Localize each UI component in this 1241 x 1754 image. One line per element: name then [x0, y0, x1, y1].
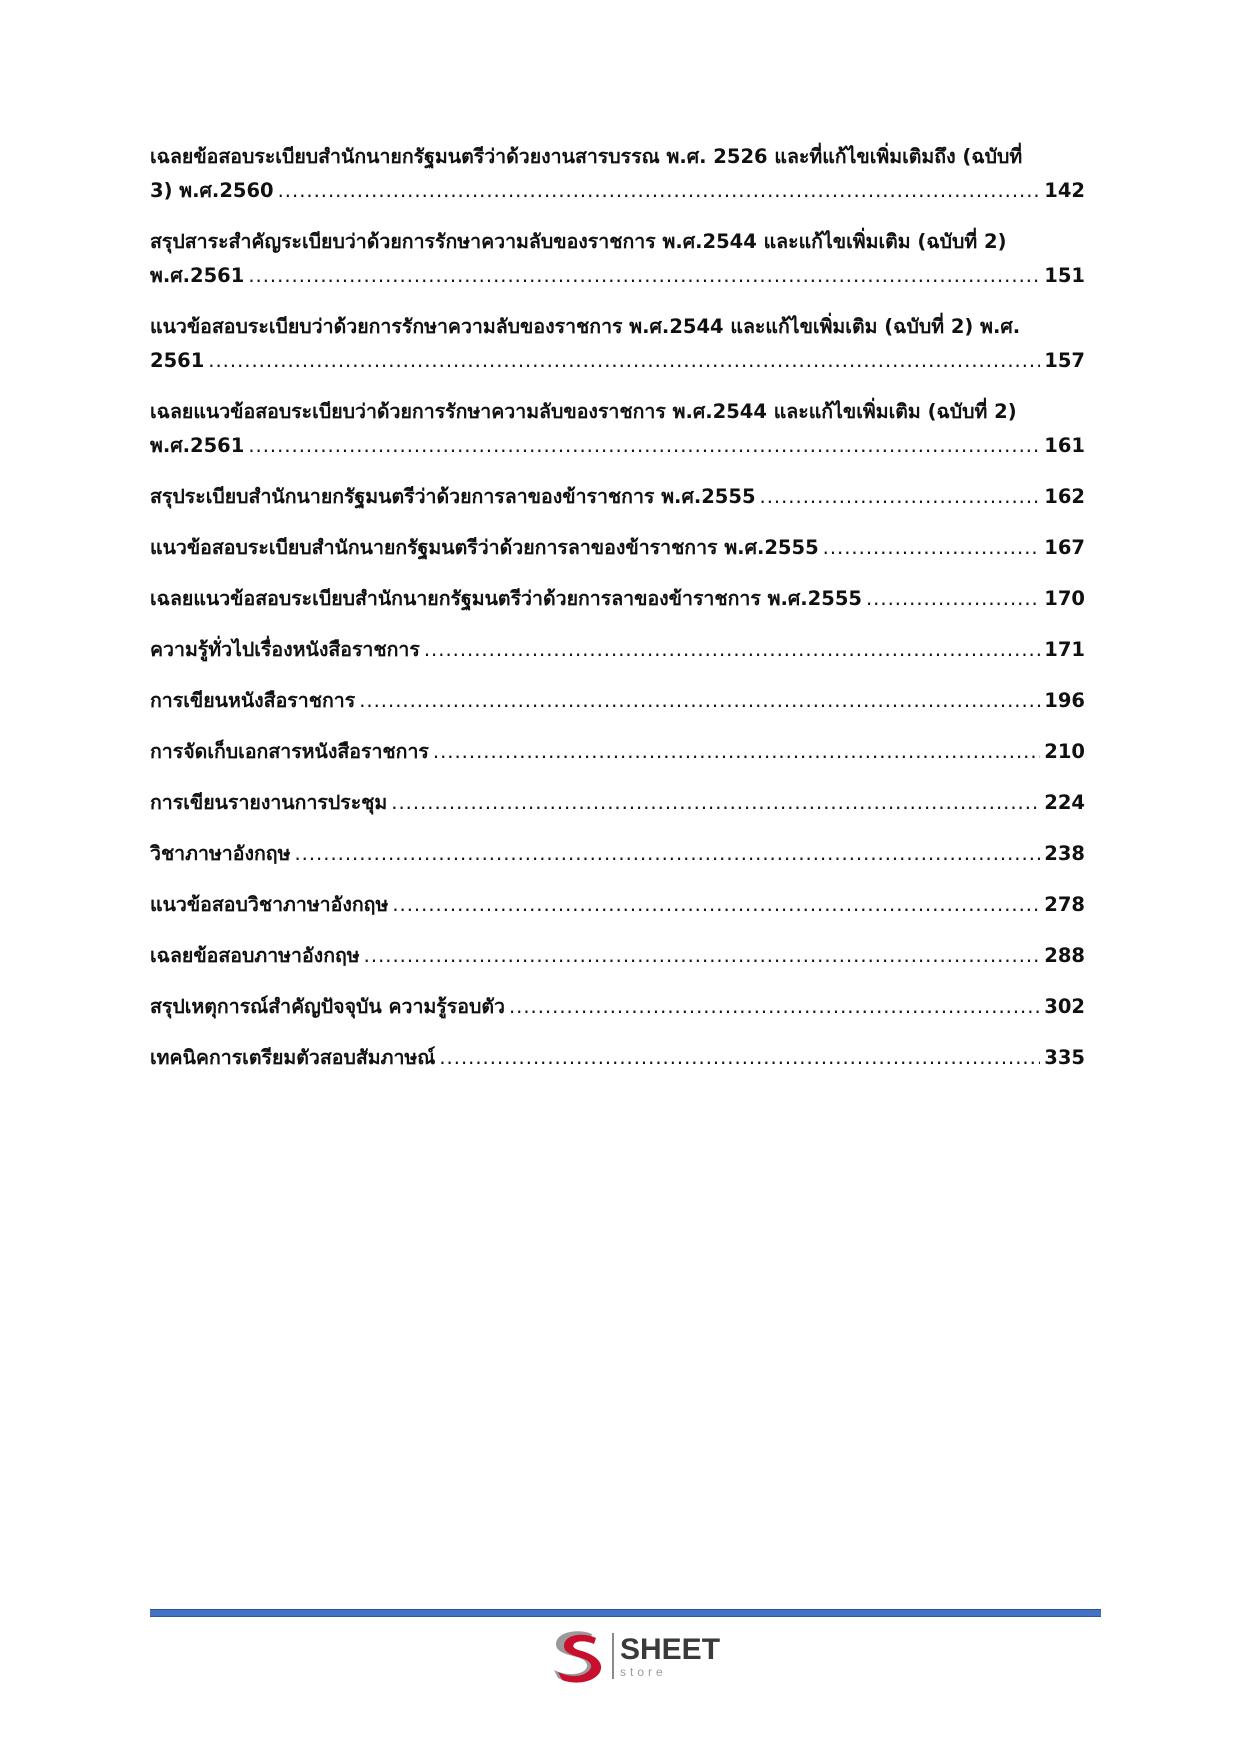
toc-entry[interactable] [150, 582, 1085, 616]
toc-entry-row [150, 990, 1085, 1024]
toc-entry[interactable] [150, 225, 1085, 293]
toc-entry-page-number: 162 [1044, 485, 1085, 508]
logo-divider [612, 1633, 614, 1679]
dot-leader [248, 259, 1040, 293]
toc-entry-title: เฉลยข้อสอบภาษาอังกฤษ [150, 944, 360, 967]
toc-entry-title: การเขียนหนังสือราชการ [150, 689, 356, 712]
toc-entry-title: เทคนิคการเตรียมตัวสอบสัมภาษณ์ [150, 1046, 436, 1069]
toc-entry[interactable] [150, 310, 1085, 378]
toc-entry[interactable] [150, 888, 1085, 922]
toc-entry-page-number: 210 [1044, 740, 1085, 763]
toc-entry-row [150, 684, 1085, 718]
toc-entry-title: การจัดเก็บเอกสารหนังสือราชการ [150, 740, 429, 763]
dot-leader [866, 582, 1040, 616]
dot-leader [391, 786, 1040, 820]
dot-leader [294, 837, 1040, 871]
toc-entry[interactable] [150, 939, 1085, 973]
toc-entry-row [150, 259, 1085, 293]
toc-entry-title: ความรู้ทั่วไปเรื่องหนังสือราชการ [150, 638, 420, 661]
toc-entry[interactable] [150, 395, 1085, 463]
dot-leader [359, 684, 1040, 718]
sheet-store-s-logo-icon [548, 1628, 606, 1684]
toc-entry-title: พ.ศ.2561 [150, 434, 245, 457]
toc-entry-page-number: 335 [1044, 1046, 1085, 1069]
toc-entry-title: 3) พ.ศ.2560 [150, 179, 274, 202]
sheet-store-logo [548, 1628, 720, 1684]
toc-entry-page-number: 238 [1044, 842, 1085, 865]
toc-entry-title: สรุประเบียบสำนักนายกรัฐมนตรีว่าด้วยการลาของข้าราชการ พ.ศ.2555 [150, 485, 756, 508]
toc-entry-title-line: เฉลยแนวข้อสอบระเบียบว่าด้วยการรักษาความลับของราชการ พ.ศ.2544 และแก้ไขเพิ่มเติม (ฉบับที่ 2) [150, 400, 1017, 423]
toc-entry-page-number: 278 [1044, 893, 1085, 916]
toc-entry-row [150, 429, 1085, 463]
toc-entry[interactable] [150, 837, 1085, 871]
toc-entry-page-number: 157 [1044, 349, 1085, 372]
toc-entry[interactable] [150, 531, 1085, 565]
dot-leader [823, 531, 1041, 565]
toc-entry-row [150, 174, 1085, 208]
toc-entry[interactable] [150, 633, 1085, 667]
toc-entry-title-line: เฉลยข้อสอบระเบียบสำนักนายกรัฐมนตรีว่าด้วยงานสารบรรณ พ.ศ. 2526 และที่แก้ไขเพิ่มเติมถึง (ฉบับที่ [150, 145, 1023, 168]
toc-entry-row [150, 837, 1085, 871]
toc-entry-title: 2561 [150, 349, 205, 372]
logo-wordmark [620, 1632, 721, 1679]
footer-rule [150, 1609, 1101, 1617]
toc-entry-page-number: 302 [1044, 995, 1085, 1018]
dot-leader [208, 344, 1040, 378]
dot-leader [509, 990, 1040, 1024]
table-of-contents [150, 140, 1085, 1092]
toc-entry-page-number: 171 [1044, 638, 1085, 661]
toc-entry-title: พ.ศ.2561 [150, 264, 245, 287]
toc-entry[interactable] [150, 990, 1085, 1024]
toc-entry-row [150, 939, 1085, 973]
toc-entry-row [150, 1041, 1085, 1075]
dot-leader [278, 174, 1041, 208]
dot-leader [760, 480, 1041, 514]
toc-entry-title: เฉลยแนวข้อสอบระเบียบสำนักนายกรัฐมนตรีว่าด้วยการลาของข้าราชการ พ.ศ.2555 [150, 587, 862, 610]
logo-brand-subtext: store [620, 1664, 667, 1679]
toc-entry[interactable] [150, 1041, 1085, 1075]
dot-leader [364, 939, 1041, 973]
toc-entry-page-number: 167 [1044, 536, 1085, 559]
toc-entry-page-number: 196 [1044, 689, 1085, 712]
toc-entry-row [150, 786, 1085, 820]
dot-leader [424, 633, 1040, 667]
toc-entry-title: วิชาภาษาอังกฤษ [150, 842, 291, 865]
toc-entry[interactable] [150, 735, 1085, 769]
toc-entry-title: การเขียนรายงานการประชุม [150, 791, 388, 814]
dot-leader [392, 888, 1040, 922]
toc-entry-row [150, 582, 1085, 616]
toc-entry-title: แนวข้อสอบวิชาภาษาอังกฤษ [150, 893, 389, 916]
toc-entry-page-number: 142 [1044, 179, 1085, 202]
toc-entry-row [150, 344, 1085, 378]
dot-leader [439, 1041, 1040, 1075]
toc-entry-page-number: 151 [1044, 264, 1085, 287]
toc-entry-row [150, 531, 1085, 565]
toc-entry-title: สรุปเหตุการณ์สำคัญปัจจุบัน ความรู้รอบตัว [150, 995, 505, 1018]
toc-entry-page-number: 170 [1044, 587, 1085, 610]
toc-entry-row [150, 735, 1085, 769]
toc-entry-title-line: สรุปสาระสำคัญระเบียบว่าด้วยการรักษาความลับของราชการ พ.ศ.2544 และแก้ไขเพิ่มเติม (ฉบับที่ 2) [150, 230, 1007, 253]
dot-leader [248, 429, 1040, 463]
toc-entry[interactable] [150, 786, 1085, 820]
toc-entry-row [150, 888, 1085, 922]
toc-entry-title-line: แนวข้อสอบระเบียบว่าด้วยการรักษาความลับของราชการ พ.ศ.2544 และแก้ไขเพิ่มเติม (ฉบับที่ 2) พ.ศ. [150, 315, 1021, 338]
dot-leader [433, 735, 1040, 769]
toc-entry[interactable] [150, 480, 1085, 514]
toc-entry-row [150, 633, 1085, 667]
toc-entry-page-number: 288 [1044, 944, 1085, 967]
toc-entry[interactable] [150, 684, 1085, 718]
logo-brand-text: SHEET [620, 1632, 721, 1666]
toc-entry[interactable] [150, 140, 1085, 208]
toc-entry-title: แนวข้อสอบระเบียบสำนักนายกรัฐมนตรีว่าด้วยการลาของข้าราชการ พ.ศ.2555 [150, 536, 819, 559]
toc-entry-page-number: 161 [1044, 434, 1085, 457]
toc-entry-page-number: 224 [1044, 791, 1085, 814]
toc-entry-row [150, 480, 1085, 514]
